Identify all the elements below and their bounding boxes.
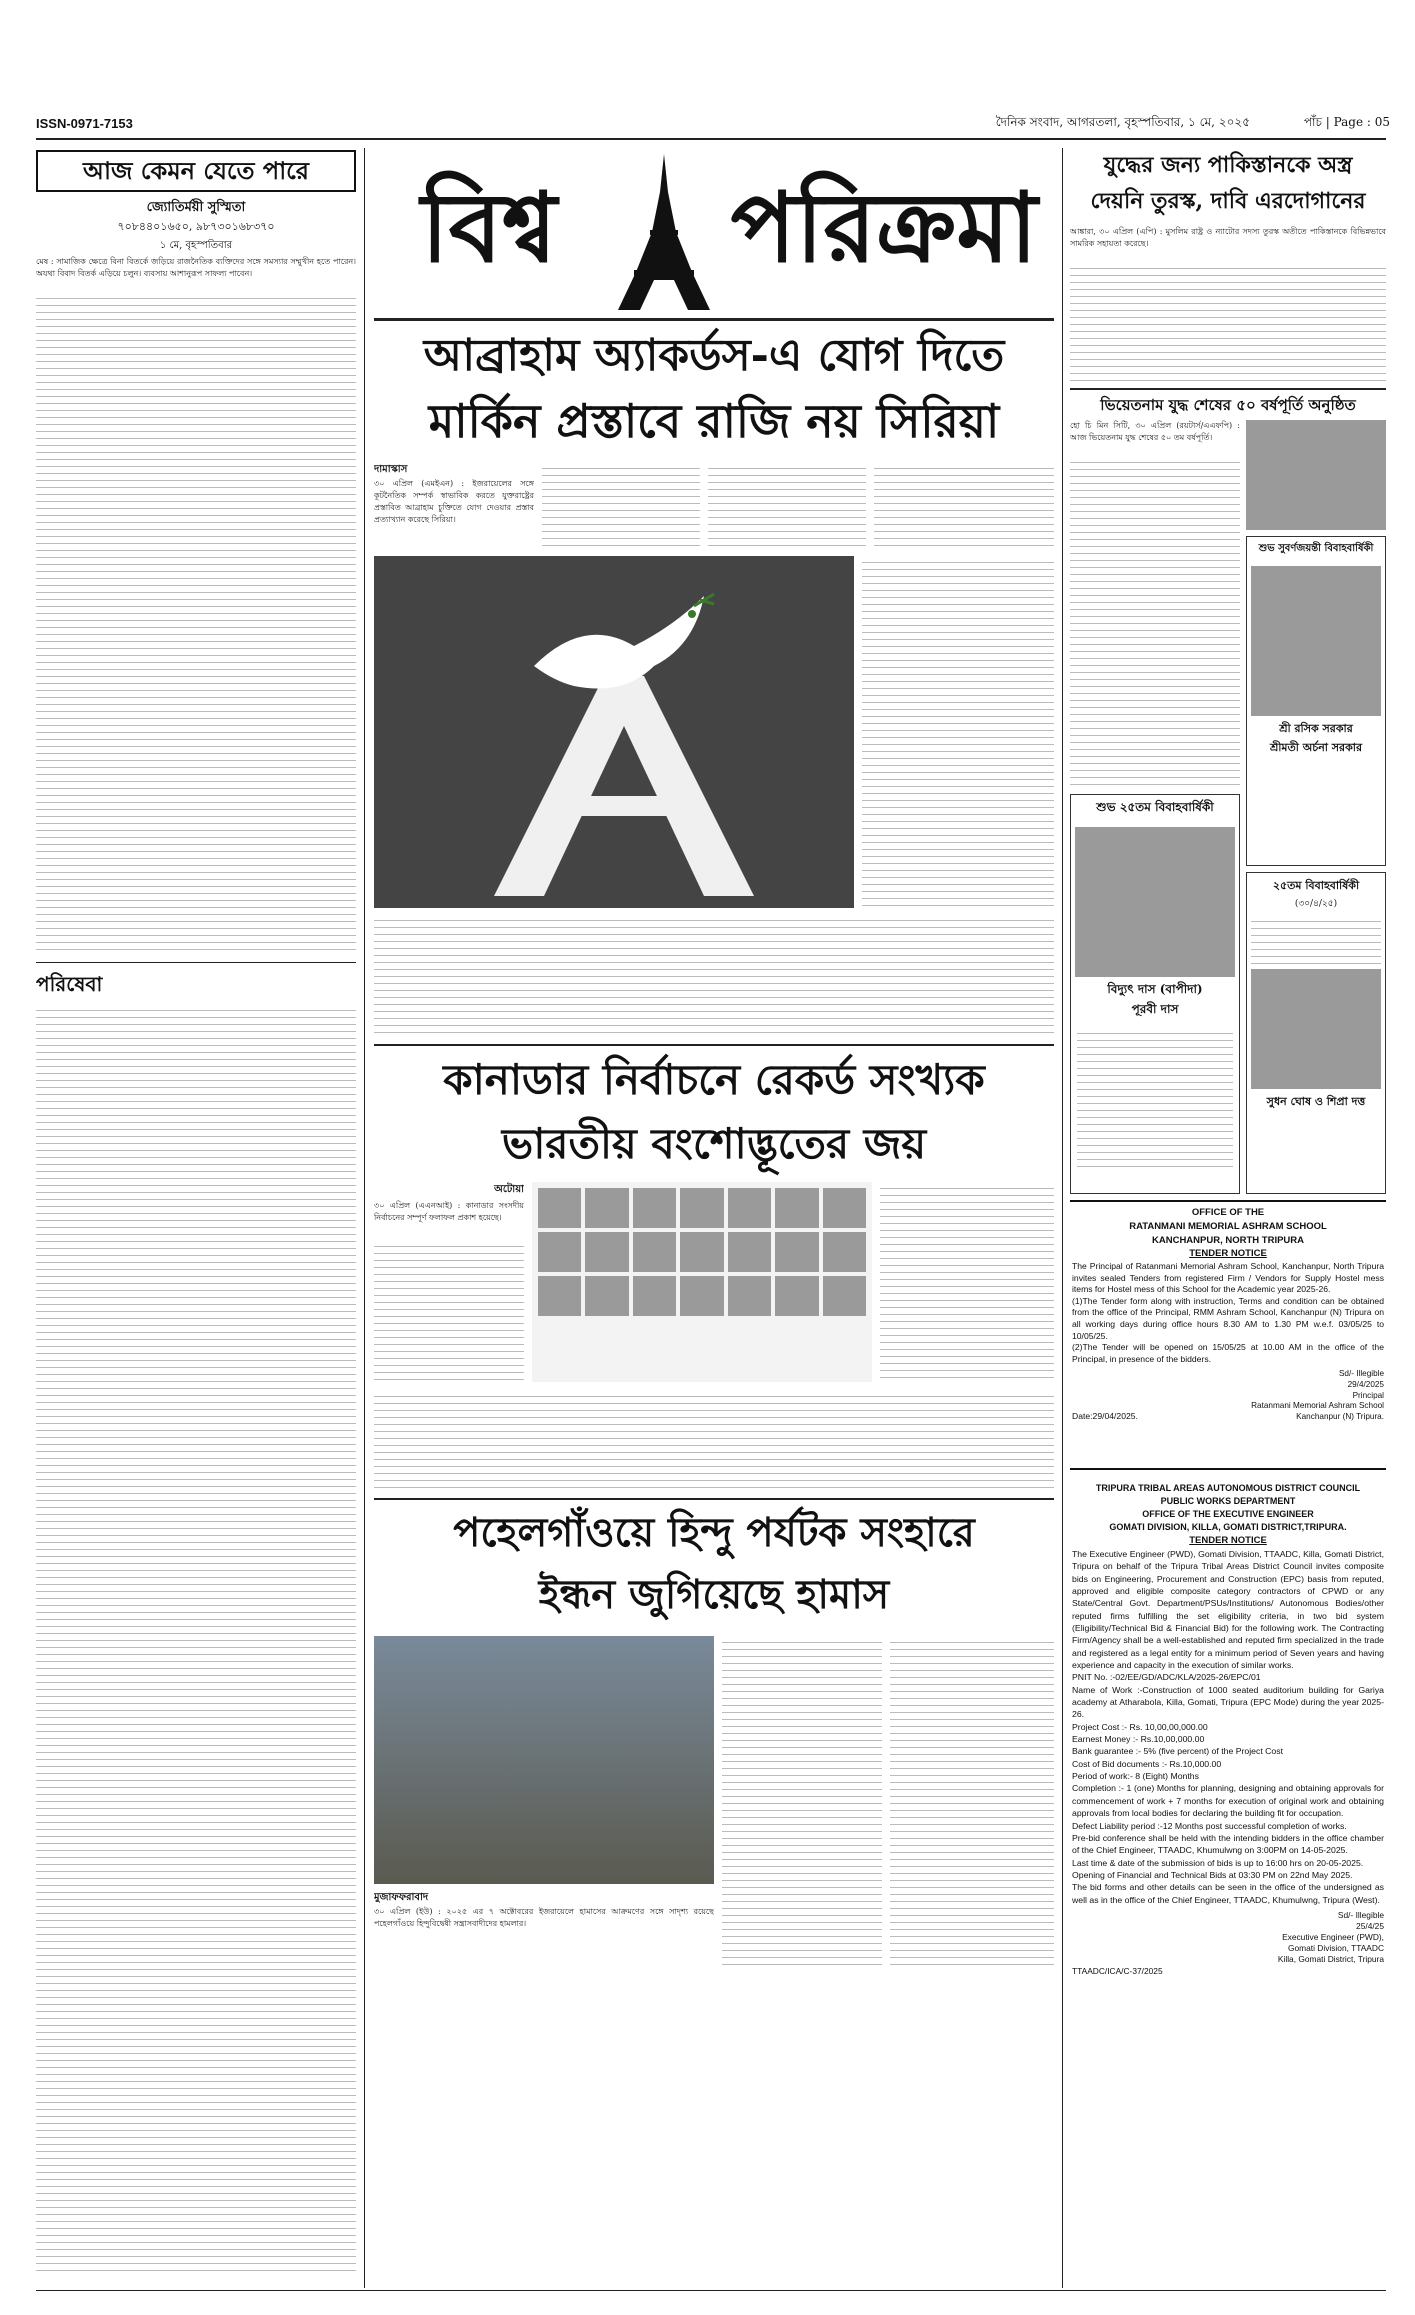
tender2-body: The Executive Engineer (PWD), Gomati Division, TTAADC, Killa, Gomati District, Tripura on behalf of the Tripura Tribal Areas District Council invites composite bids on Engineering, Procurement and Construction (EPC) basis from reputed, approved and eligible composite category contractors of CPWD or any State/Central Govt. Department/PSUs/Institutions/ Autonomous Bodies/other reputed firms fulfilling the set eligibility criteria, in two bid system (Eligibility/Technical Bid & Financial Bid) for the following work. The Contracting Firm/Agency shall be a well-established and reputed firm specialized in the trade and registered as a legal entity for a minimum period of Seven years and having experience and capacity in the execution of similar works. PNIT No. :-02/EE/GD/ADC/KLA/2025-26/EPC/01 Name of Work :-Construction of 1000 seated auditorium building for Gariya academy at Atharabola, Killa, Gomati, Tripura (EPC Mode) during the year 2025-26. Project Cost :- Rs. 10,00,00,000.00 Earnest Money :- Rs.10,00,000.00 Bank guarantee :- 5% (five percent) of the Project Cost Cost of Bid documents :- Rs.10,000.00 Period of work:- 8 (Eight) Months Completion :- 1 (one) Months for planning, designing and obtaining approvals for commencement of work + 7 months for execution of original work and obtaining approvals from local bodies for declaring the building fit for occupation. Defect Liability period :-12 Months post successful completion of works. Pre-bid conference shall be held with the intending bidders in the office chamber of the Chief Engineer, TTAADC, Khumulwng on 3:00PM on 14-05-2025. Last time & date of the submission of bids is up to 16:00 hrs on 20-05-2025. Opening of Financial and Technical Bids at 03:30 PM on 22nd May 2025. The bid forms and other details can be seen in the office of the undersigned as well as in the office of the Chief Engineer, TTAADC, Khumulwng, Tripura (West). [1072,1548,1384,1905]
anniversary-names-2: বিদ্যুৎ দাস (বাপীদা) পূরবী দাস [1107,982,1203,1016]
horoscope-intro: মেষ : সামাজিক ক্ষেত্রে বিনা বিতর্কে জড়িয়ে রাজনৈতিক ব্যক্তিদের সঙ্গে সমস্যার সম্মুখীন হতে পারেন। অযথা বিবাদ বিতর্ক এড়িয়ে চলুন। ব্যবসায় আশানুরূপ সাফল্য পাবেন। [36,257,356,278]
story1-headline-2: মার্কিন প্রস্তাবে রাজি নয় সিরিয়া [428,394,1000,448]
turkey-lede: আঙ্কারা, ৩০ এপ্রিল (এপি) : মুসলিম রাষ্ট্র ও ন্যাটোর সদস্য তুরস্ক অতীতে পাকিস্তানকে বিভিন্নভাবে সামরিক সহায়তা করেছে। [1070,227,1386,248]
vietnam-photo [1246,420,1386,530]
anniversary-ad-1 [1246,536,1386,866]
story2-rule [374,1498,1054,1500]
candidate-photo [633,1188,676,1228]
anniversary-title-1: শুভ সুবর্ণজয়ন্তী বিবাহবার্ষিকী [1258,543,1374,554]
candidates-grid [532,1182,872,1382]
candidate-photo [775,1276,818,1316]
candidate-photo [728,1188,771,1228]
candidate-photo [585,1232,628,1272]
tender2-org: TRIPURA TRIBAL AREAS AUTONOMOUS DISTRICT COUNCIL PUBLIC WORKS DEPARTMENT OFFICE OF THE EXECUTIVE ENGINEER GOMATI DIVISION, KILLA, GOMATI DISTRICT,TRIPURA. [1095,1483,1361,1533]
vietnam-rule [1070,388,1386,390]
story2-headline-2: ভারতীয় বংশোদ্ভূতের জয় [501,1119,927,1168]
candidate-photo [823,1188,866,1228]
eiffel-tower-icon [614,152,714,312]
story3-headline-1: পহেলগাঁওয়ে হিন্দু পর্যটক সংহারে [453,1509,975,1556]
story2-bottom [374,1390,1054,1490]
candidate-photo [775,1232,818,1272]
anniversary-ad-3 [1246,872,1386,1194]
services-body [36,1004,356,2274]
story3-dateline: মুজাফফরাবাদ [374,1892,429,1903]
anniversary-ad-2 [1070,794,1240,1194]
tender2-ref: TTAADC/ICA/C-37/2025 [1072,1965,1163,1976]
story1-bottom [374,914,1054,1038]
tender1-title: TENDER NOTICE [1189,1248,1267,1260]
candidate-photo [728,1232,771,1272]
story3-headline-2: ইন্ধন জুগিয়েছে হামাস [538,1571,890,1618]
story1-lede: ৩০ এপ্রিল (এমইএন) : ইজরায়েলের সঙ্গে কূটনৈতিক সম্পর্ক স্বাভাবিক করতে যুক্তরাষ্ট্রের প্রস্তাবিত আব্রাহাম চুক্তিতে যোগ দেওয়ার প্রস্তাব প্রত্যাখ্যান করেছে সিরিয়া। [374,479,534,524]
candidate-photo [538,1188,581,1228]
tender2-sign: Sd/- Illegible 25/4/25 Executive Engineer (PWD), Gomati Division, TTAADC Killa, Gomati District, Tripura [1277,1909,1384,1964]
candidate-photo [585,1188,628,1228]
horoscope-author: জ্যোতির্ময়ী সুস্মিতা [146,200,246,215]
turkey-headline-1: যুদ্ধের জন্য পাকিস্তানকে অস্ত্র [1103,152,1353,178]
masthead-right: পরিক্রমা [730,171,1038,284]
dove-peace-icon [374,556,854,908]
story2-col1 [374,1240,524,1380]
horoscope-phone: ৭০৮৪৪০১৬৫০, ৯৮৭৩০১৬৮৩৭০ [117,220,275,233]
col-rule-right [1062,148,1063,2288]
turkey-body [1070,262,1386,382]
anniversary-names-3: সুধন ঘোষ ও শিপ্রা দত্ত [1266,1095,1366,1108]
anniversary-title-2: শুভ ২৫তম বিবাহবার্ষিকী [1096,800,1214,814]
tender1-org: OFFICE OF THE RATANMANI MEMORIAL ASHRAM SCHOOL KANCHANPUR, NORTH TRIPURA [1129,1207,1327,1246]
page-number: পাঁচ | Page : 05 [1303,115,1390,129]
story1-col2 [708,462,866,548]
col-rule-left [364,148,365,2288]
candidate-photo [680,1276,723,1316]
candidate-photo [538,1232,581,1272]
story1-col4 [862,556,1054,908]
masthead-rule [374,318,1054,321]
anniversary-date-3: (৩০/৪/২৫) [1294,899,1338,909]
story2-headline-1: কানাডার নির্বাচনে রেকর্ড সংখ্যক [443,1055,985,1104]
couple-photo-3 [1251,969,1381,1089]
tender1-date: Date:29/04/2025. [1072,1411,1138,1422]
tender-notice-1 [1070,1200,1386,1470]
story3-photo [374,1636,714,1884]
story1-rule [374,1044,1054,1046]
candidate-photo [680,1232,723,1272]
anniversary-names-1: শ্রী রসিক সরকার শ্রীমতী অর্চনা সরকার [1269,722,1363,754]
horoscope-title-box [36,150,356,192]
tender-notice-2 [1070,1478,1386,2286]
candidate-photo [775,1188,818,1228]
story1-photo [374,556,854,908]
dateline-header: দৈনিক সংবাদ, আগরতলা, বৃহস্পতিবার, ১ মে, ২০২৫ [995,115,1250,129]
candidate-photo [823,1232,866,1272]
candidate-photo [823,1276,866,1316]
couple-photo-1 [1251,566,1381,716]
candidate-photo [538,1276,581,1316]
story1-col1 [542,462,700,548]
story1-headline-1: আব্রাহাম অ্যাকর্ডস-এ যোগ দিতে [423,330,1005,381]
horoscope-body [36,292,356,952]
services-title: পরিষেবা [36,972,103,996]
story1-col3 [874,462,1054,548]
candidate-photo [633,1232,676,1272]
tender2-title: TENDER NOTICE [1189,1535,1267,1547]
anniversary-wishes-2 [1077,1027,1233,1167]
anniversary-title-3: ২৫তম বিবাহবার্ষিকী [1272,879,1360,892]
story1-dateline: দামাস্কাস [374,464,408,475]
story2-dateline: অটোয়া [494,1184,524,1195]
story2-lede: ৩০ এপ্রিল (এএনআই) : কানাডার সংসদীয় নির্বাচনের সম্পূর্ণ ফলাফল প্রকাশ হয়েছে। [374,1201,524,1222]
tender1-sign: Sd/- Illegible 29/4/2025 Principal Ratanmani Memorial Ashram School Kanchanpur (N) Tripura. [1251,1369,1384,1422]
vietnam-lede: হো চি মিন সিটি, ৩০ এপ্রিল (রয়টার্স/এএফপি) : আজ ভিয়েতনাম যুদ্ধ শেষের ৫০ তম বর্ষপূর্তি। [1070,421,1240,442]
candidate-photo [585,1276,628,1316]
candidate-photo [633,1276,676,1316]
couple-photo-2 [1075,827,1235,977]
services-rule [36,962,356,963]
story2-col3 [880,1182,1054,1382]
vietnam-headline: ভিয়েতনাম যুদ্ধ শেষের ৫০ বর্ষপূর্তি অনুষ্ঠিত [1100,396,1356,414]
tender1-body: The Principal of Ratanmani Memorial Ashram School, Kanchanpur, North Tripura invites sealed Tenders from registered Firm / Vendors for Supply Hostel mess items for Hostel mess of this School for the Academic year 2025-26. (1)The Tender form along with instruction, Terms and condition can be obtained from the office of the Principal, RMM Ashram School, Kanchanpur (N) Tripura on all working days during office hours 8.30 AM to 1.30 PM w.e.f. 03/05/25 to 10/05/25. (2)The Tender will be opened on 15/05/25 at 10.00 AM in the office of the Principal, in presence of the bidders. [1072,1261,1384,1364]
header-rule [36,138,1386,140]
story3-col1 [722,1636,882,1966]
issn-label: ISSN-0971-7153 [36,116,133,131]
bottom-rule [36,2290,1386,2291]
horoscope-title: আজ কেমন যেতে পারে [82,156,310,185]
story3-col2 [890,1636,1054,1966]
story3-lede: ৩০ এপ্রিল (ইউ) : ২০২৫ এর ৭ অক্টোবরের ইজরায়েলে হামাসের আক্রমণের সঙ্গে সাদৃশ্য রয়েছে পহেলগাঁওয়ে হিন্দুবিদ্বেষী সন্ত্রাসবাদীদের হামলার। [374,1907,714,1928]
masthead-left: বিশ্ব [421,171,557,284]
candidate-photo [728,1276,771,1316]
masthead [374,148,1054,316]
anniversary-wishes-3 [1251,915,1381,965]
horoscope-date: ১ মে, বৃহস্পতিবার [159,240,233,251]
candidate-photo [680,1188,723,1228]
turkey-headline-2: দেয়নি তুরস্ক, দাবি এরদোগানের [1090,188,1366,214]
vietnam-body [1070,456,1240,786]
